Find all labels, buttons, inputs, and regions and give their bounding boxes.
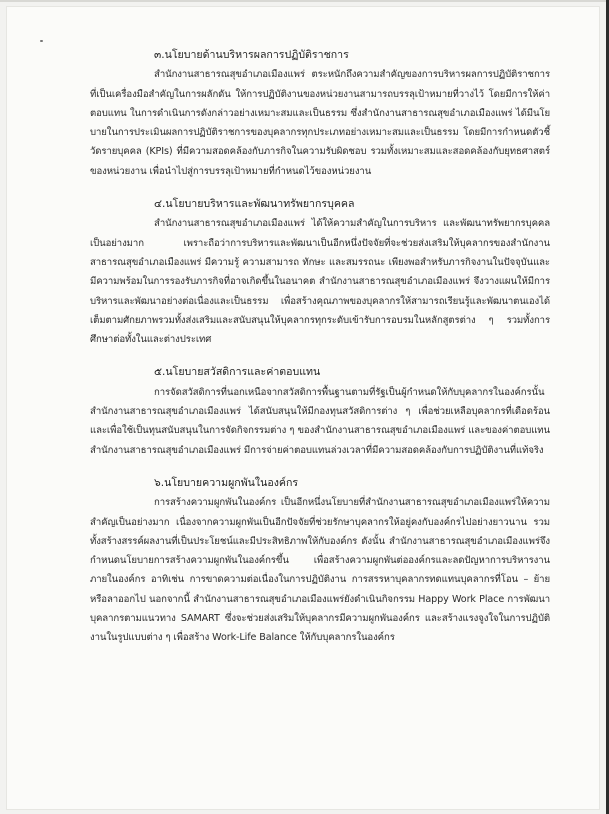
section-heading: ๔.นโยบายบริหารและพัฒนาทรัพยากรบุคคล	[154, 198, 355, 211]
document-page	[6, 6, 600, 810]
section-heading: ๕.นโยบายสวัสดิการและค่าตอบแทน	[154, 366, 321, 379]
document-body	[90, 46, 550, 648]
section-organizational-engagement	[90, 474, 550, 648]
section-paragraph: สำนักงานสาธารณสุขอำเภอเมืองแพร่ ตระหนักถึงความสำคัญของการบริหารผลการปฏิบัติราชการที่เป็นเครื่องมือสำคัญในการผลักดัน ให้การปฏิบัติงานของหน่วยงานสามารถบรรลุเป้าหมายที่วางไว้ โดยมีการให้ค่าตอบแทน ในการดำเนินการดังกล่าวอย่างเหมาะสมและเป็นธรรม ซึ่งสำนักงานสาธารณสุขอำเภอเมืองแพร่ ได้มีนโยบายในการประเมินผลการปฏิบัติราชการของบุคลากรทุกประเภทอย่างเหมาะสมและเป็นธรรม โดยมีการกำหนดตัวชี้วัดรายบุคคล (KPIs) ที่มีความสอดคล้องกับภารกิจในความรับผิดชอบ รวมทั้งเหมาะสมและสอดคล้องกับยุทธศาสตร์ของหน่วยงาน เพื่อนำไปสู่การบรรลุเป้าหมายที่กำหนดไว้ของหน่วยงาน	[90, 69, 550, 177]
scan-speck	[40, 40, 43, 42]
section-paragraph: การสร้างความผูกพันในองค์กร เป็นอีกหนึ่งนโยบายที่สำนักงานสาธารณสุขอำเภอเมืองแพร่ให้ความสำคัญเป็นอย่างมาก เนื่องจากความผูกพันเป็นอีกปัจจัยที่ช่วยรักษาบุคลากรให้อยู่คงกับองค์กรไปอย่างยาวนาน รวมทั้งสร้างสรรค์ผลงานที่เป็นประโยชน์และมีประสิทธิภาพให้กับองค์กร ดังนั้น สำนักงานสาธารณสุขอำเภอเมืองแพร่จึงกำหนดนโยบายการสร้างความผูกพันในองค์กรขึ้น เพื่อสร้างความผูกพันต่อองค์กรและลดปัญหาการบริหารงานภายในองค์กร อาทิเช่น การขาดความต่อเนื่องในการปฏิบัติงาน การสรรหาบุคลากรทดแทนบุคลากรที่โอน – ย้าย หรือลาออกไป นอกจากนี้ สำนักงานสาธารณสุขอำเภอเมืองแพร่ยังดำเนินกิจกรรม Happy Work Place การพัฒนาบุคลากรตามแนวทาง SAMART ซึ่งจะช่วยส่งเสริมให้บุคลากรมีความผูกพันองค์กร และสร้างแรงจูงใจในการปฏิบัติงานในรูปแบบต่าง ๆ เพื่อสร้าง Work-Life Balance ให้กับบุคลากรในองค์กร	[90, 497, 550, 644]
scan-top-edge	[0, 0, 609, 2]
section-paragraph: สำนักงานสาธารณสุขอำเภอเมืองแพร่ ได้ให้ความสำคัญในการบริหาร และพัฒนาทรัพยากรบุคคลเป็นอย่างมาก เพราะถือว่าการบริหารและพัฒนาเป็นอีกหนึ่งปัจจัยที่จะช่วยส่งเสริมให้บุคลากรของสำนักงานสาธารณสุขอำเภอเมืองแพร่ มีความรู้ ความสามารถ ทักษะ และสมรรถนะ เพียงพอสำหรับภารกิจงานในปัจจุบันและมีความพร้อมในการรองรับภารกิจที่อาจเกิดขึ้นในอนาคต สำนักงานสาธารณสุขอำเภอเมืองแพร่ จึงวางแผนให้มีการบริหารและพัฒนาอย่างต่อเนื่องและเป็นธรรม เพื่อสร้างคุณภาพของบุคลากรให้สามารถเรียนรู้และพัฒนาตนเองได้เต็มตามศักยภาพรวมทั้งส่งเสริมและสนับสนุนให้บุคลากรทุกระดับเข้ารับการอบรมในหลักสูตรต่าง ๆ รวมทั้งการศึกษาต่อทั้งในและต่างประเทศ	[90, 218, 550, 346]
section-human-resources	[90, 195, 550, 349]
section-performance-management	[90, 46, 550, 181]
section-heading: ๓.นโยบายด้านบริหารผลการปฏิบัติราชการ	[154, 49, 349, 61]
section-heading: ๖.นโยบายความผูกพันในองค์กร	[154, 476, 299, 489]
section-welfare-compensation	[90, 363, 550, 459]
section-paragraph: การจัดสวัสดิการที่นอกเหนือจากสวัสดิการพื้นฐานตามที่รัฐเป็นผู้กำหนดให้กับบุคลากรในองค์กรนั้น สำนักงานสาธารณสุขอำเภอเมืองแพร่ ได้สนับสนุนให้มีกองทุนสวัสดิการต่าง ๆ เพื่อช่วยเหลือบุคลากรที่เดือดร้อนและเพื่อใช้เป็นทุนสนับสนุนในการจัดกิจกรรมต่าง ๆ ของสำนักงานสาธารณสุขอำเภอเมืองแพร่ และของค่าตอบแทนสำนักงานสาธารณสุขอำเภอเมืองแพร่ มีการจ่ายค่าตอบแทนล่วงเวลาที่มีความสอดคล้องกับการปฏิบัติงานที่แท้จริง	[90, 386, 550, 456]
